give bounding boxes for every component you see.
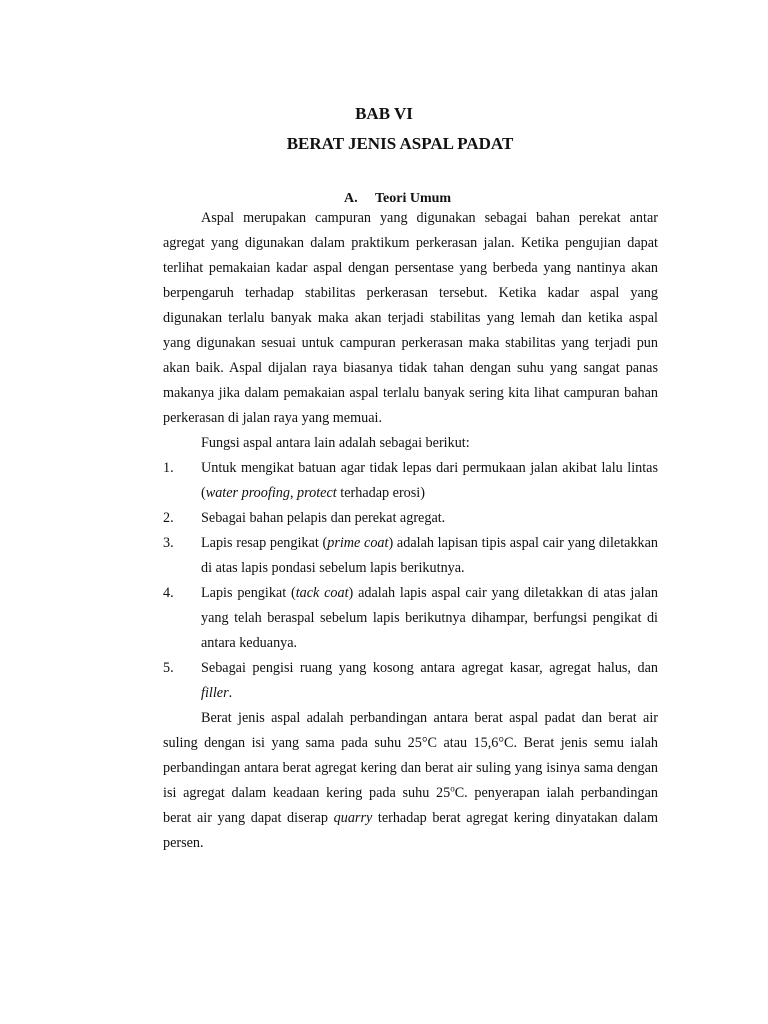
list-item: [163, 531, 658, 581]
chapter-title: BERAT JENIS ASPAL PADAT: [286, 134, 514, 153]
paragraph-text: terhadap berat agregat kering dinyatakan dalam persen.: [163, 810, 659, 851]
body-text: [163, 206, 658, 856]
paragraph-intro: Aspal merupakan campuran yang digunakan sebagai bahan perekat antar agregat yang digunakan dalam praktikum perkerasan jalan. Ketika pengujian dapat terlihat pemakaian kadar aspal dengan persentase yang berbeda yang nantinya akan berpengaruh terhadap stabilitas perkerasan tersebut. Ketika kadar aspal yang digunakan terlalu banyak maka akan terjadi stabilitas yang lemah dan ketika aspal yang digunakan sesuai untuk campuran perkerasan maka stabilitas yang terjadi pun akan baik. Aspal dijalan raya biasanya tidak tahan dengan suhu yang sangat panas makanya jika dalam pemakaian aspal terlalu banyak sering kita lihat campuran bahan perkerasan di jalan raya yang memuai.: [163, 210, 658, 426]
section-title: Teori Umum: [375, 191, 452, 206]
paragraph-text: C. penyerapan ialah perbandingan berat air yang dapat diserap: [163, 785, 658, 826]
list-item: [163, 506, 658, 531]
list-text: Sebagai bahan pelapis dan perekat agregat.: [201, 510, 446, 526]
list-number: 2.: [163, 510, 174, 526]
paragraph-functions-lead: Fungsi aspal antara lain adalah sebagai berikut:: [201, 435, 470, 451]
list-number: 5.: [163, 660, 174, 676]
list-item: [163, 581, 658, 656]
list-text: ) adalah lapis aspal cair yang diletakkan di atas jalan yang telah beraspal sebelum lapis berikutnya dihampar, berfungsi pengikat di antara keduanya.: [201, 585, 658, 651]
list-text: terhadap erosi): [336, 485, 425, 501]
list-text: Lapis resap pengikat (: [201, 535, 328, 551]
list-term: protect: [297, 485, 337, 501]
list-term: prime coat: [327, 535, 389, 551]
paragraph-text: Berat jenis aspal adalah perbandingan antara berat aspal padat dan berat air suling dengan isi yang sama pada suhu 25°C atau 15,6°C. Berat jenis semu ialah perbandingan antara berat agregat kering dan berat air suling yang isinya sama dengan isi agregat dalam keadaan kering pada suhu 25: [163, 710, 658, 801]
degree-superscript: o: [450, 783, 455, 794]
list-term: water proofing: [205, 485, 290, 501]
list-text: Lapis pengikat (: [201, 585, 296, 601]
list-item: [163, 456, 658, 506]
chapter-heading: BAB VI: [355, 104, 413, 123]
section-number: A.: [344, 191, 358, 206]
list-text: Sebagai pengisi ruang yang kosong antara agregat kasar, agregat halus, dan: [201, 660, 658, 676]
list-number: 4.: [163, 585, 174, 601]
list-number: 3.: [163, 535, 174, 551]
list-text: ,: [289, 485, 298, 501]
list-text: ) adalah lapisan tipis aspal cair yang diletakkan di atas lapis pondasi sebelum lapis berikutnya.: [201, 535, 659, 576]
list-text: .: [228, 685, 233, 701]
list-term: tack coat: [295, 585, 349, 601]
list-text: Untuk mengikat batuan agar tidak lepas dari permukaan jalan akibat lalu lintas (: [201, 460, 658, 501]
list-item: [163, 656, 658, 706]
functions-list: [163, 456, 658, 706]
paragraph-specific-gravity: [163, 706, 658, 856]
paragraph-term: quarry: [333, 810, 373, 826]
list-term: filler: [201, 685, 229, 701]
section-heading: [344, 191, 451, 207]
list-number: 1.: [163, 460, 174, 476]
